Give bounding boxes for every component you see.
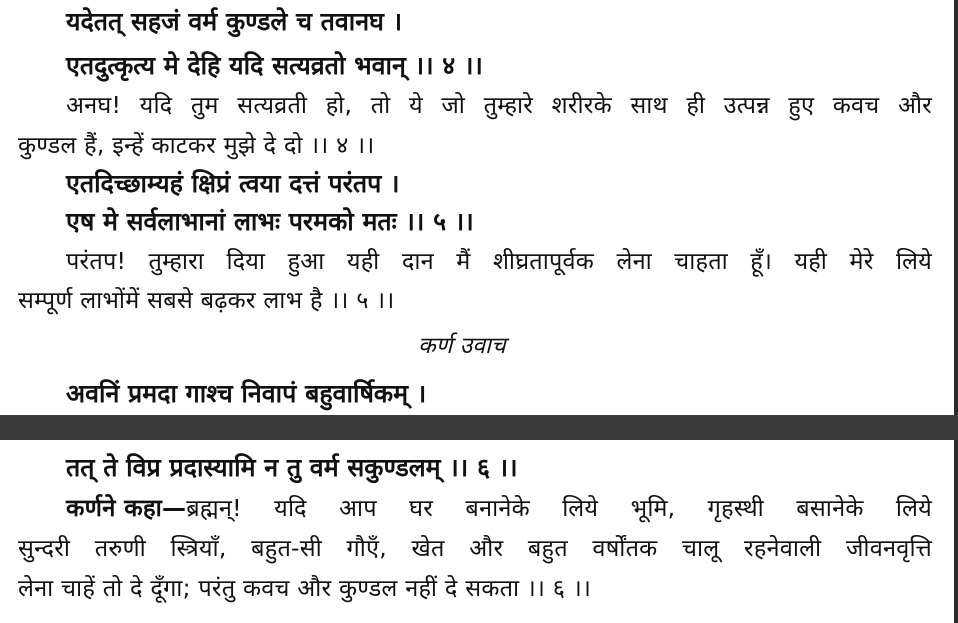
verse-6-line-1: अवनिं प्रमदा गाश्च निवापं बहुवार्षिकम् । xyxy=(66,379,427,408)
translation-6-line-1-text: ब्रह्मन्! यदि आप घर बनानेके लिये भूमि, गृहस्थी बसानेके लिये xyxy=(186,494,932,522)
translation-6-line-3: लेना चाहें तो दे दूँगा; परंतु कवच और कुण्डल नहीं दे सकता ।। ६ ।। xyxy=(18,574,592,602)
verse-6-line-2: तत् ते विप्र प्रदास्यामि न तु वर्म सकुण्डलम् ।। ६ ।। xyxy=(66,453,518,482)
translation-5-line-1: परंतप! तुम्हारा दिया हुआ यही दान मैं शीघ्रतापूर्वक लेना चाहता हूँ। यही मेरे लिये xyxy=(66,247,932,275)
page-gap xyxy=(0,415,958,440)
speaker-heading: कर्ण उवाच xyxy=(418,333,506,359)
translation-4-line-2: कुण्डल हैं, इन्हें काटकर मुझे दे दो ।। ४ ।। xyxy=(18,131,375,159)
verse-4-line-1: यदेतत् सहजं वर्म कुण्डले च तवानघ । xyxy=(66,7,403,36)
verse-4-line-2: एतदुत्कृत्य मे देहि यदि सत्यव्रतो भवान् ।। ४ ।। xyxy=(66,51,483,80)
page-bottom xyxy=(0,440,958,623)
translation-6-speaker: कर्णने कहा— xyxy=(66,494,187,522)
verse-5-line-1: एतदिच्छाम्यहं क्षिप्रं त्वया दत्तं परंतप । xyxy=(66,169,400,198)
translation-6-line-1 xyxy=(66,492,932,524)
translation-4-line-1: अनघ! यदि तुम सत्यव्रती हो, तो ये जो तुम्हारे शरीरके साथ ही उत्पन्न हुए कवच और xyxy=(66,91,932,119)
translation-6-line-2: सुन्दरी तरुणी स्त्रियाँ, बहुत-सी गौएँ, खेत और बहुत वर्षोंतक चालू रहनेवाली जीवनवृत्ति xyxy=(18,534,932,562)
verse-5-line-2: एष मे सर्वलाभानां लाभः परमको मतः ।। ५ ।। xyxy=(66,207,474,236)
translation-5-line-2: सम्पूर्ण लाभोंमें सबसे बढ़कर लाभ है ।। ५ ।। xyxy=(18,286,395,314)
